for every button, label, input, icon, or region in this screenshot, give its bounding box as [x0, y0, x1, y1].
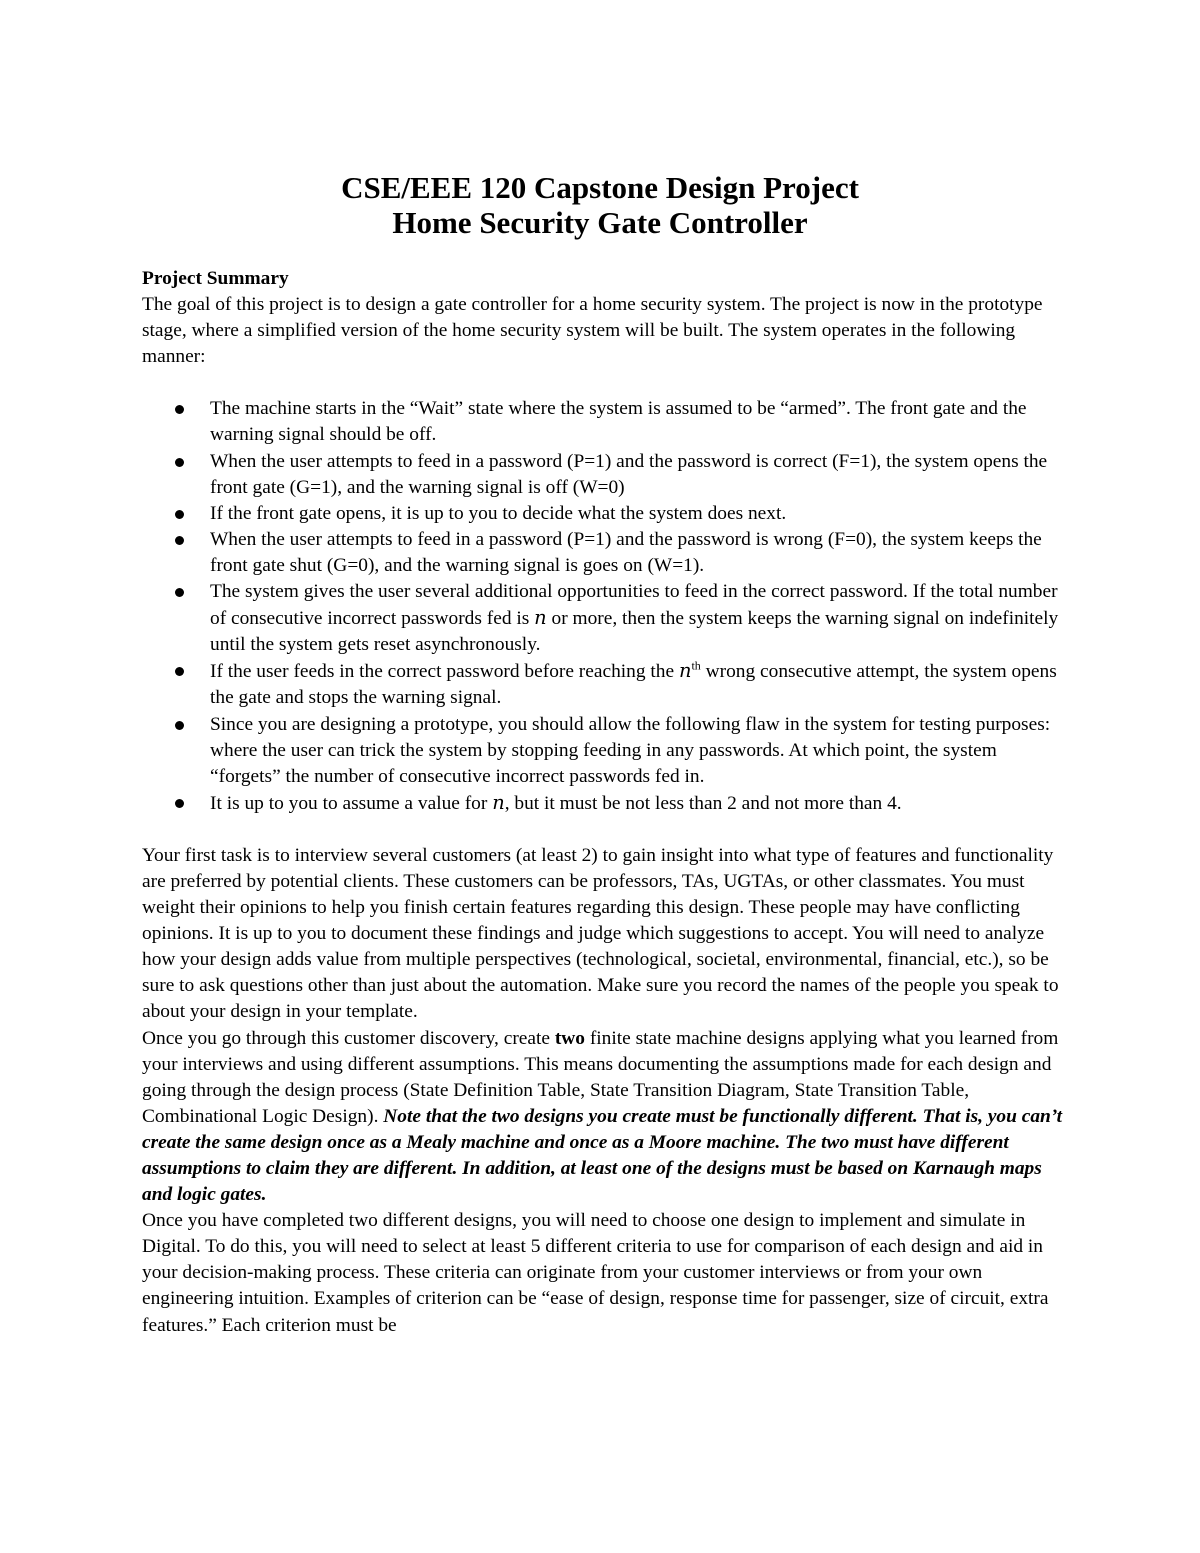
list-item — [142, 579, 1062, 658]
list-item — [142, 712, 1062, 790]
bullet-icon — [175, 405, 184, 414]
document-body — [142, 266, 1062, 1339]
list-item — [142, 501, 1062, 527]
operation-bullet-list — [142, 396, 1062, 817]
list-item-text: wrong consecutive attempt, the system opens the gate and stops the warning signal. — [210, 661, 1057, 709]
section-heading-project-summary: Project Summary — [142, 268, 289, 289]
superscript-th: th — [691, 658, 701, 673]
spacer — [142, 370, 1062, 396]
list-item-text: It is up to you to assume a value for — [210, 792, 493, 814]
list-item-text: If the front gate opens, it is up to you to decide what the system does next. — [210, 502, 787, 524]
criteria-paragraph: Once you have completed two different designs, you will need to choose one design to implement and simulate in Digital. To do this, you will need to select at least 5 different criteria to use for comparison of each design and aid in your decision-making process. These criteria can originate from your customer interviews or from your own engineering intuition. Examples of criterion can be “ease of design, response time for passenger, size of circuit, extra features.” Each criterion must be — [142, 1210, 1049, 1336]
list-item — [142, 790, 1062, 817]
list-item-text: The machine starts in the “Wait” state where the system is assumed to be “armed”. The front gate and the warning signal should be off. — [210, 398, 1027, 446]
variable-n: n — [678, 659, 692, 683]
bullet-icon — [175, 536, 184, 545]
list-item — [142, 527, 1062, 579]
list-item — [142, 449, 1062, 501]
list-item-text: When the user attempts to feed in a password (P=1) and the password is wrong (F=0), the system keeps the front gate shut (G=0), and the warning signal is goes on (W=1). — [210, 528, 1042, 576]
bullet-icon — [175, 458, 184, 467]
list-item-text: If the user feeds in the correct password before reaching the — [210, 661, 679, 683]
design-paragraph — [142, 1026, 1062, 1209]
list-item-text: Since you are designing a prototype, you should allow the following flaw in the system for testing purposes: where the user can trick the system by stopping feeding in any passwords. At which point, the system “forgets” the number of consecutive incorrect passwords fed in. — [210, 713, 1051, 787]
list-item-text: The system gives the user several additional opportunities to feed in the correct password. If the total number of consecutive incorrect passwords fed is — [210, 581, 1058, 630]
list-item-text: When the user attempts to feed in a password (P=1) and the password is correct (F=1), the system opens the front gate (G=1), and the warning signal is off (W=0) — [210, 450, 1048, 498]
bullet-icon — [175, 721, 184, 730]
list-item-text: or more, then the system keeps the warning signal on indefinitely until the system gets reset asynchronously. — [210, 608, 1059, 656]
variable-n: n — [492, 790, 505, 814]
paragraph-text: finite state machine designs applying what you learned from your interviews and using different assumptions. This means documenting the assumptions made for each design and going through the design process (State Definition Table, State Transition Diagram, State Transition Table, Combinational Logic Design). — [142, 1027, 1059, 1127]
list-item — [142, 396, 1062, 448]
spacer — [142, 817, 1062, 843]
list-item — [142, 658, 1062, 711]
bullet-icon — [175, 799, 184, 808]
variable-n: n — [534, 606, 547, 630]
emphasis-note: Note that the two designs you create must be functionally different. That is, you can’t create the same design once as a Mealy machine and once as a Moore machine. The two must have different assumptions to claim they are different. In addition, at least one of the designs must be based on Karnaugh maps and logic gates. — [142, 1105, 1062, 1206]
interview-paragraph: Your first task is to interview several customers (at least 2) to gain insight into what type of features and functionality are preferred by potential clients. These customers can be professors, TAs, UGTAs, or other classmates. You must weight their opinions to help you finish certain features regarding this design. These people may have conflicting opinions. It is up to you to document these findings and judge which suggestions to accept. You will need to analyze how your design adds value from multiple perspectives (technological, societal, environmental, financial, etc.), so be sure to ask questions other than just about the automation. Make sure you record the names of the people you speak to about your design in your template. — [142, 844, 1059, 1023]
summary-intro-paragraph: The goal of this project is to design a gate controller for a home security system. The project is now in the prototype stage, where a simplified version of the home security system will be built. The system operates in the following manner: — [142, 294, 1043, 368]
document-title — [0, 170, 1200, 240]
title-line-project: Home Security Gate Controller — [392, 205, 808, 240]
bullet-icon — [175, 510, 184, 519]
emphasis-two: two — [554, 1027, 585, 1049]
title-line-course: CSE/EEE 120 Capstone Design Project — [341, 170, 859, 205]
paragraph-text: Once you go through this customer discovery, create — [142, 1027, 555, 1049]
bullet-icon — [175, 588, 184, 597]
list-item-text: , but it must be not less than 2 and not more than 4. — [504, 792, 902, 814]
bullet-icon — [175, 667, 184, 676]
